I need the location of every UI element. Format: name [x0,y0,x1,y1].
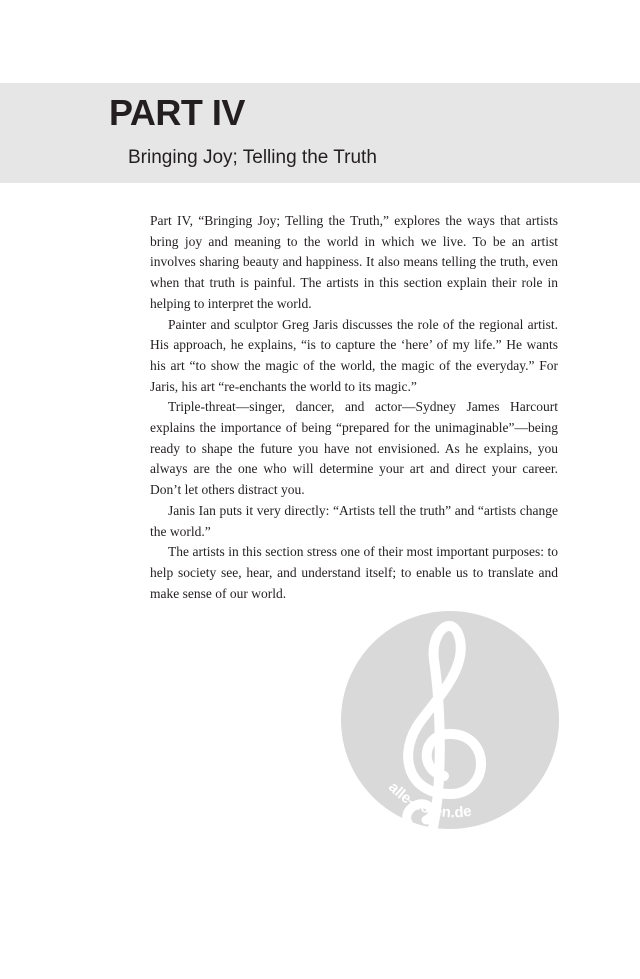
paragraph: Triple-threat—singer, dancer, and actor—Sydney James Harcourt explains the importance of being “prepared for the unimaginable”—being ready to shape the future you have not envisioned. As he explains, you always are the one who will determine your art and direct your career. Don’t let others distract you. [150,399,558,498]
paragraph: Painter and sculptor Greg Jaris discusses the role of the regional artist. His approach, he explains, “is to capture the ‘here’ of my life.” He wants his art “to show the magic of the world, the magic of the everyday.” For Jaris, his art “re-enchants the world to its magic.” [150,316,558,394]
paragraph: Janis Ian puts it very directly: “Artists tell the truth” and “artists change the world.” [150,502,558,539]
paragraph: The artists in this section stress one of their most important purposes: to help society see, hear, and understand itself; to enable us to translate and make sense of our world. [150,544,558,601]
watermark-logo [340,610,560,850]
body-text [150,211,558,604]
part-title: PART IV [109,92,245,133]
paragraph: Part IV, “Bringing Joy; Telling the Truth,” explores the ways that artists bring joy and meaning to the world in which we live. To be an artist involves sharing beauty and happiness. It also means telling the truth, even when that truth is painful. The artists in this section explain their role in helping to interpret the world. [150,213,558,311]
watermark-text: alle-noten.de [385,778,473,822]
part-subtitle: Bringing Joy; Telling the Truth [128,147,377,168]
